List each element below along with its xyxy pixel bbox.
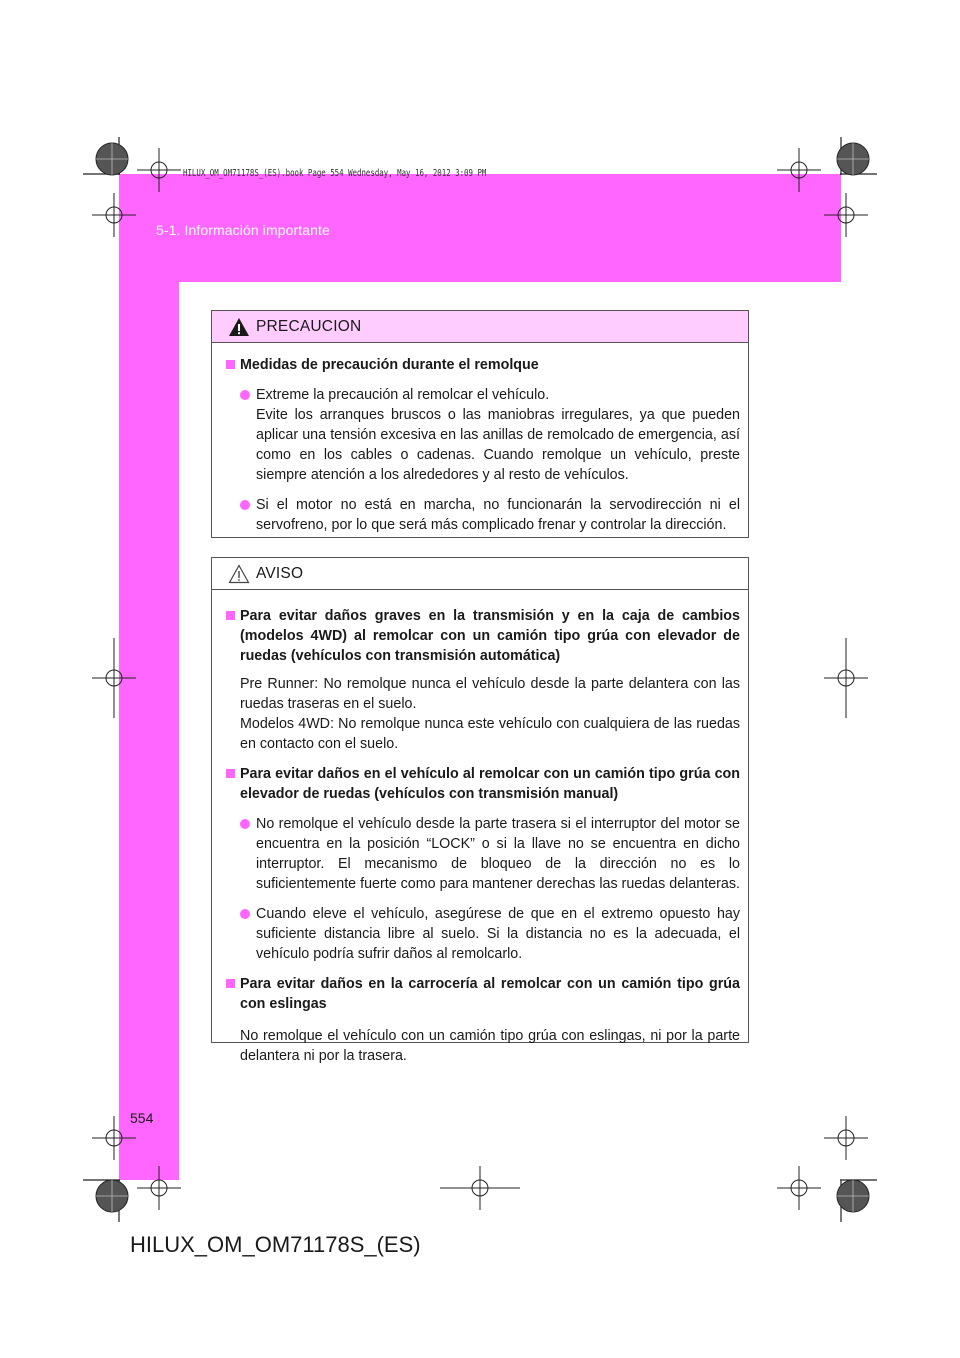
caution-box-header bbox=[212, 311, 748, 343]
notice-heading-3: Para evitar daños en la carrocería al remolcar con un camión tipo grúa con eslingas bbox=[226, 974, 740, 1014]
caution-bullet-1-line-2: Evite los arranques bruscos o las maniobras irregulares, ya que pueden aplicar una tensión excesiva en las anillas de remolcado de emergencia, así como en los cables o cadenas. Cuando remolque un vehículo, preste siempre atención a los alrededores y al resto de vehículos. bbox=[256, 407, 740, 483]
notice-title: AVISO bbox=[256, 564, 304, 582]
notice-bullet-1: No remolque el vehículo desde la parte trasera si el interruptor del motor se encuentra en la posición “LOCK” o si la llave no se encuentra en dicho interruptor. El mecanismo de bloqueo de la dirección no es lo suficientemente fuerte como para mantener derechas las ruedas delanteras. bbox=[256, 816, 740, 892]
warning-triangle-outline-icon bbox=[228, 564, 250, 584]
notice-box bbox=[211, 557, 749, 1064]
notice-paragraph-1-line-1: Pre Runner: No remolque nunca el vehículo desde la parte delantera con las ruedas traseras en el suelo. bbox=[240, 676, 740, 712]
notice-bullet-2: Cuando eleve el vehículo, asegúrese de que en el extremo opuesto hay suficiente distancia libre al suelo. Si la distancia no es la adecuada, el vehículo podría sufrir daños al remolcarlo. bbox=[256, 906, 740, 962]
notice-heading-2: Para evitar daños en el vehículo al remolcar con un camión tipo grúa con elevador de ruedas (vehículos con transmisión manual) bbox=[226, 764, 740, 804]
notice-box-header bbox=[212, 558, 748, 590]
print-slug: HILUX_OM_OM71178S_(ES).book Page 554 Wednesday, May 16, 2012 3:09 PM bbox=[183, 168, 487, 179]
warning-triangle-icon bbox=[228, 317, 250, 337]
document-code: HILUX_OM_OM71178S_(ES) bbox=[130, 1232, 421, 1257]
caution-heading: Medidas de precaución durante el remolque bbox=[226, 355, 740, 375]
caution-bullet-2: Si el motor no está en marcha, no funcionarán la servodirección ni el servofreno, por lo que será más complicado frenar y controlar la dirección. bbox=[256, 497, 740, 533]
list-item bbox=[226, 814, 740, 894]
list-item bbox=[226, 904, 740, 964]
section-title: 5-1. Información importante bbox=[156, 222, 330, 238]
caution-bullet-1-line-1: Extreme la precaución al remolcar el vehículo. bbox=[256, 387, 550, 403]
caution-box bbox=[211, 310, 749, 538]
notice-paragraph-1-line-2: Modelos 4WD: No remolque nunca este vehículo con cualquiera de las ruedas en contacto con el suelo. bbox=[240, 716, 740, 752]
list-item bbox=[226, 495, 740, 535]
notice-heading-1: Para evitar daños graves en la transmisión y en la caja de cambios (modelos 4WD) al remolcar con un camión tipo grúa con elevador de ruedas (vehículos con transmisión automática) bbox=[226, 606, 740, 666]
list-item bbox=[226, 385, 740, 485]
notice-paragraph-1 bbox=[226, 674, 740, 754]
notice-paragraph-3: No remolque el vehículo con un camión tipo grúa con eslingas, ni por la parte delantera ni por la trasera. bbox=[240, 1028, 740, 1064]
caution-title: PRECAUCION bbox=[256, 317, 362, 335]
page-number: 554 bbox=[130, 1110, 154, 1126]
